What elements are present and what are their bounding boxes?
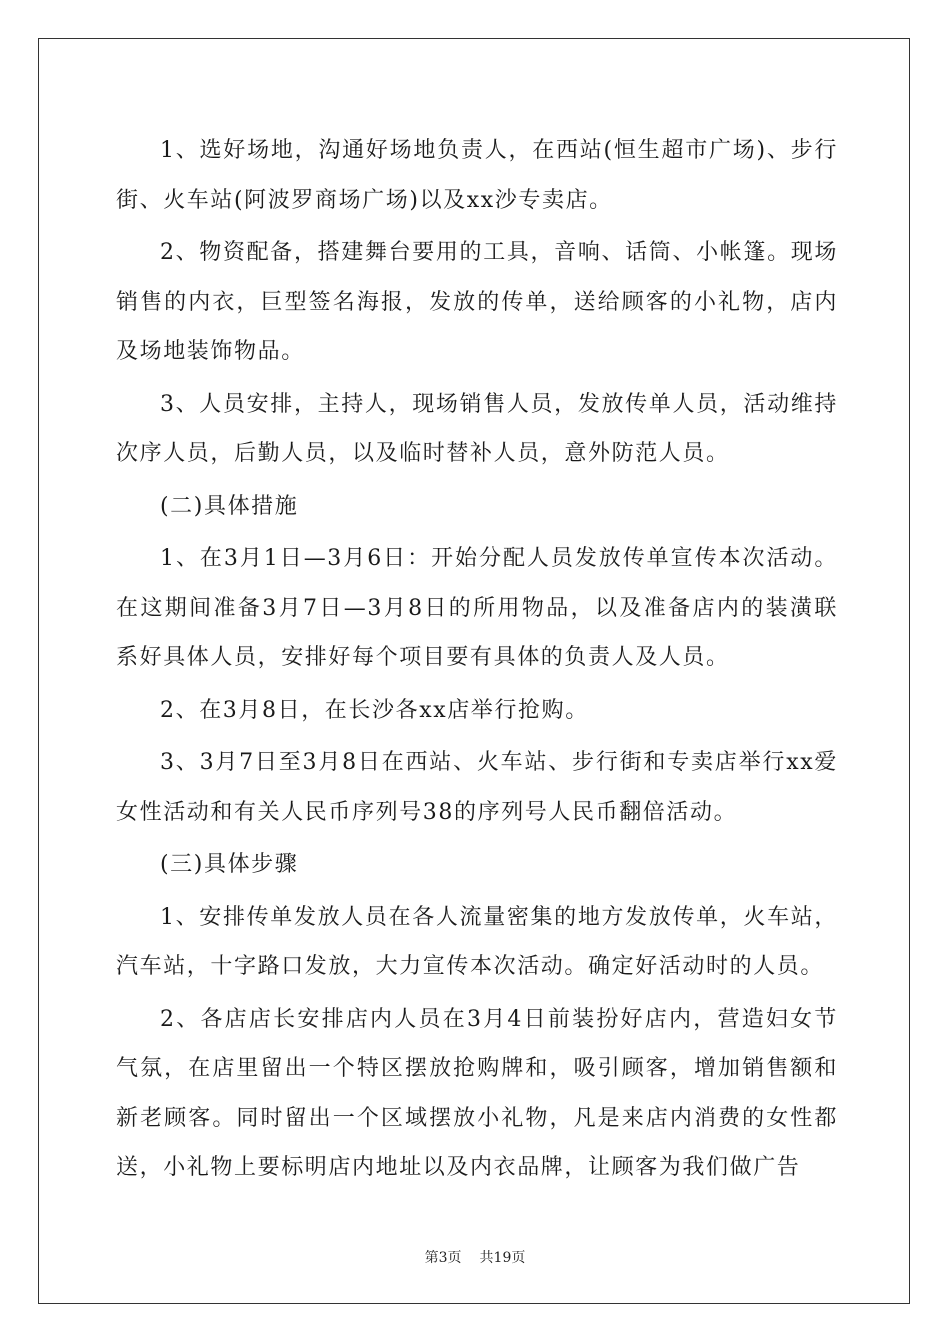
paragraph-supplies: 2、物资配备，搭建舞台要用的工具，音响、话筒、小帐篷。现场销售的内衣，巨型签名海报，发放的传单，送给顾客的小礼物，店内及场地装饰物品。 <box>116 240 838 364</box>
paragraph-measure-1: 1、在3月1日—3月6日：开始分配人员发放传单宣传本次活动。在这期间准备3月7日—3月8日的所用物品，以及准备店内的装潢联系好具体人员，安排好每个项目要有具体的负责人及人员。 <box>116 546 838 670</box>
paragraph-step-2: 2、各店店长安排店内人员在3月4日前装扮好店内，营造妇女节气氛，在店里留出一个特区摆放抢购牌和，吸引顾客，增加销售额和新老顾客。同时留出一个区域摆放小礼物，凡是来店内消费的女性都送，小礼物上要标明店内地址以及内衣品牌，让顾客为我们做广告 <box>116 1006 838 1180</box>
page-footer <box>0 1249 950 1267</box>
page-total: 共19页 <box>479 1250 526 1266</box>
section-heading-steps: (三)具体步骤 <box>160 852 299 877</box>
document-body <box>116 126 838 1196</box>
paragraph-measure-2: 2、在3月8日，在长沙各xx店举行抢购。 <box>160 697 589 723</box>
paragraph-staffing: 3、人员安排，主持人，现场销售人员，发放传单人员，活动维持次序人员，后勤人员，以及临时替补人员，意外防范人员。 <box>116 391 838 466</box>
paragraph-measure-3: 3、3月7日至3月8日在西站、火车站、步行街和专卖店举行xx爱女性活动和有关人民币序列号38的序列号人民币翻倍活动。 <box>116 750 838 825</box>
paragraph-step-1: 1、安排传单发放人员在各人流量密集的地方发放传单，火车站，汽车站，十字路口发放，大力宣传本次活动。确定好活动时的人员。 <box>116 904 838 979</box>
section-heading-measures: (二)具体措施 <box>160 493 299 519</box>
page-number: 第3页 <box>424 1250 462 1266</box>
paragraph-venue: 1、选好场地，沟通好场地负责人，在西站(恒生超市广场)、步行街、火车站(阿波罗商场广场)以及xx沙专卖店。 <box>116 138 838 213</box>
